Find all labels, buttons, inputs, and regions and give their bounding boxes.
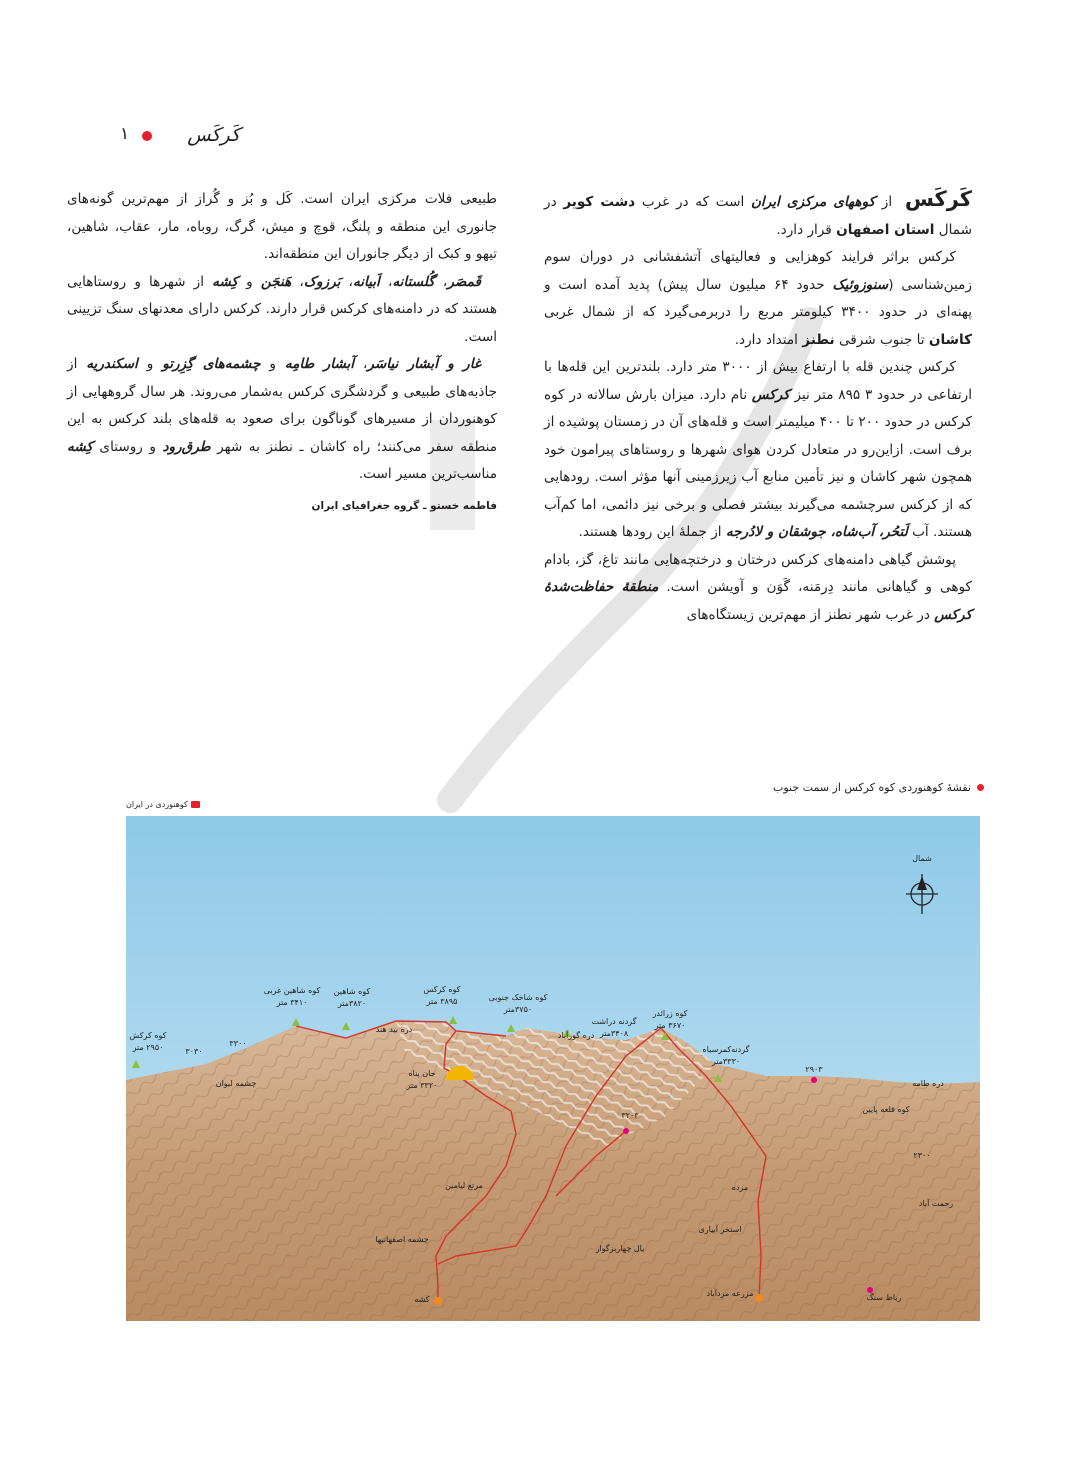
text-span: ، [291,273,304,290]
valley-label: دره بید هند [375,1025,413,1034]
header-dot [142,131,152,141]
north-label: شمال [912,854,932,863]
text-span: اسکندریه [86,356,138,372]
text-span: طرق‌رود [162,438,211,455]
text-span: تا جنوب شرقی [834,331,929,348]
text-span: در غرب شهر نطنز از مهم‌ترین زیستگاه‌های [686,606,935,623]
text-span: ، [434,273,448,290]
text-span: دشت کویر [563,194,636,210]
caption-text: نقشهٔ کوهنوردی کوه کرکس از سمت جنوب [772,781,971,794]
pond-label: استخر آبیاری [698,1225,742,1234]
text-span: آبشار طامِه [284,356,355,372]
village-label: رباط سنگ [866,1293,902,1302]
peak-name: کوه کرکس [423,985,461,994]
text-span: نام دارد. میزان بارش سالانه در کوه کرکس در حدود ۲۰۰ تا ۴۰۰ میلیمتر است و قله‌های آن در زمستان پوشیده از برف است. ازاین‌رو در متعادل کردن هوای شهرها و روستاهای پیرامون خود همچون شهر کاشان و نیز تأمین منابع آب زیرزمینی آنها مؤثر است. رودهایی که از کرکس سرچشمه می‌گیرند بیشتر فصلی و برخی نیز دائمی، اما کم‌آب هستند. آب [544,386,972,540]
text-span: از جملهٔ این رودها هستند. [578,524,726,540]
series-text: کوهنوردی در ایران [126,800,188,809]
text-span: ، [379,273,393,290]
village-label: رحمت آباد [918,1199,954,1208]
text-span: اَبیانه [352,273,380,290]
author-credit: فاطمه خستو ـ گروه جغرافیای ایران [311,499,497,512]
peak-height: ۳۸۹۵ متر [426,997,458,1006]
text-span: قرار دارد. [776,221,837,238]
text-span: لَتحُر، آب‌شاه، جوشقان و لادُرجه [725,524,908,540]
peak-height: ۳۷۵۰متر [503,1005,533,1014]
lead-word: کَرکَس [904,187,973,211]
text-span: کرکس چندین قله با ارتفاع بیش از ۳۰۰۰ متر دارد. بلندترین این قله‌ها با ارتفاعی در حدود ۳ ۸۹۵ متر نیز [544,359,972,403]
map-caption [773,781,984,794]
caption-dot [977,784,984,791]
text-span: سنوزوئیک [832,276,889,293]
text-span: و [238,273,261,290]
page-header [120,124,240,150]
text-span: از [875,194,899,210]
text-span: و [260,356,285,372]
mountain-label: کوه قلعه پایین [862,1105,910,1114]
text-span: ، [340,273,353,290]
peak-name: گردنه دراشت [591,1017,637,1026]
peak-height: ۳۴۰۸متر [599,1029,629,1038]
map-svg [126,816,980,1321]
paragraph-6 [67,269,497,352]
paragraph-1 [544,186,972,244]
text-span: ، [354,356,368,372]
peak-height: ۳۶۷۰ متر [654,1021,686,1030]
peak-height: ۳۳۳۰متر [711,1057,741,1066]
text-span: بَرزوک [303,273,341,290]
start-marker [434,1297,442,1305]
text-span: مناسب‌ترین مسیر است. [358,466,497,482]
chapter-title: کَرکَس [187,124,240,146]
text-span: پوشش گیاهی دامنه‌های کرکس درختان و درختچه‌هایی مانند تاغ، گز، بادام کوهی و گیاهانی مانند دِرمَنه، گَوَن و آویشن است. [544,551,973,595]
mountain-map [126,816,980,1321]
text-span: هَنجَن [260,273,292,290]
peak-name: کوه شاخک جنوبی [488,993,548,1002]
peak-height: ۲۹۵۰ متر [132,1043,164,1052]
text-span: چشمه‌های گِزِرتو [162,356,261,372]
text-span: قَمصَر [447,273,481,290]
text-span: از جاذبه‌های طبیعی و گردشگری کرکس به‌شمار می‌روند. هر سال گروههایی از کوهنوردان از مسیرهای گوناگون برای صعود به قله‌های بلند کرکس به این منطقه سفر می‌کنند؛ راه کاشان ـ نطنز به شهر [67,356,497,455]
spot-height: ۲۹۰۳ [805,1065,823,1074]
text-span: حدود ۶۴ میلیون سال پیش) پدید آمده است و پهنه‌ای در حدود ۳۴۰۰ کیلومتر مربع را دربرمی‌گیرد که از شمال غربی [544,276,972,320]
spot-height: ۳۳۰۰ [229,1039,247,1048]
text-span: است که در غرب [635,194,751,210]
text-span: کوههای مرکزی ایران [750,194,876,210]
page-number: ۱ [120,124,130,144]
text-span: کرکس [751,386,790,403]
text-span: کِشه [212,273,239,290]
text-span: استان اصفهان [836,221,935,238]
text-span: از شهرها و روستاهایی هستند که در دامنه‌های کرکس قرار دارند. کرکس دارای معدنهای سنگ تزیینی است. [67,273,497,345]
text-span: گُلستانه [392,273,435,290]
spring-label: چشمه اصفهانیها [375,1235,429,1244]
peak-name: کوه شاهین غربی [263,986,321,995]
paragraph-3 [544,354,972,547]
paragraph-5: طبیعی فلات مرکزی ایران است. کَل و بُز و گُراز از مهم‌ترین گونه‌های جانوری این منطقه و پلنگ، قوچ و میش، گرگ، روباه، مار، عقاب، شاهین، تیهو و کبک از دیگر جانوران این منطقه‌اند. [67,191,497,262]
text-span: و [137,356,163,372]
text-span: در شمال [544,194,972,238]
peak-name: گردنه‌کمرسیاه [702,1045,750,1054]
place-label: مزده [731,1183,749,1192]
peak-height: ۳۸۲۰متر [337,999,367,1008]
valley-label: دره گورآباد [557,1031,595,1040]
start-marker [755,1294,763,1302]
valley-label: دره طامه [912,1079,944,1088]
right-column [544,186,972,629]
series-label [126,800,200,809]
village-label: کشه [414,1295,430,1304]
boot-icon [191,801,200,808]
text-span: کاشان [928,331,972,348]
ridge-label: یال چهاربزگوار [595,1244,645,1253]
text-span: منطقهٔ حفاظت‌شدهٔ کرکس [544,579,972,623]
point-marker [623,1128,629,1134]
farm-label: مزرعه مزدآباد [706,1289,754,1298]
paragraph-7 [67,351,497,489]
paragraph-4 [544,547,972,630]
text-span: کِشه [67,438,93,455]
pasture-label: مرتع لیامین [445,1181,483,1190]
text-span: نطنز [802,331,835,348]
shelter-label: جان پناه [408,1069,436,1078]
text-span: غار و آبشار نیاسَر [367,356,481,372]
point-marker [811,1077,817,1083]
shelter-height: ۳۳۲۰ متر [406,1081,438,1090]
paragraph-2 [544,244,972,354]
peak-name: کوه زرائدر [652,1009,688,1018]
spot-height: ۳۰۳۰ [185,1047,203,1056]
peak-name: کوه شاهین [333,987,371,996]
text-span: امتداد دارد. [734,331,803,348]
text-span: و روستای [92,438,163,455]
spot-height: ۲۳۰۰ [913,1151,931,1160]
spot-height: ۳۲۰۳ [621,1111,639,1120]
left-column [67,186,497,520]
text-span: کرکس براثر فرایند کوهزایی و فعالیتهای آتشفشانی در دوران سوم زمین‌شناسی ( [544,249,972,293]
spring-label: چشمه لیوان [215,1079,257,1088]
peak-height: ۳۴۱۰ متر [276,998,308,1007]
peak-name: کوه کرکش [129,1031,167,1040]
